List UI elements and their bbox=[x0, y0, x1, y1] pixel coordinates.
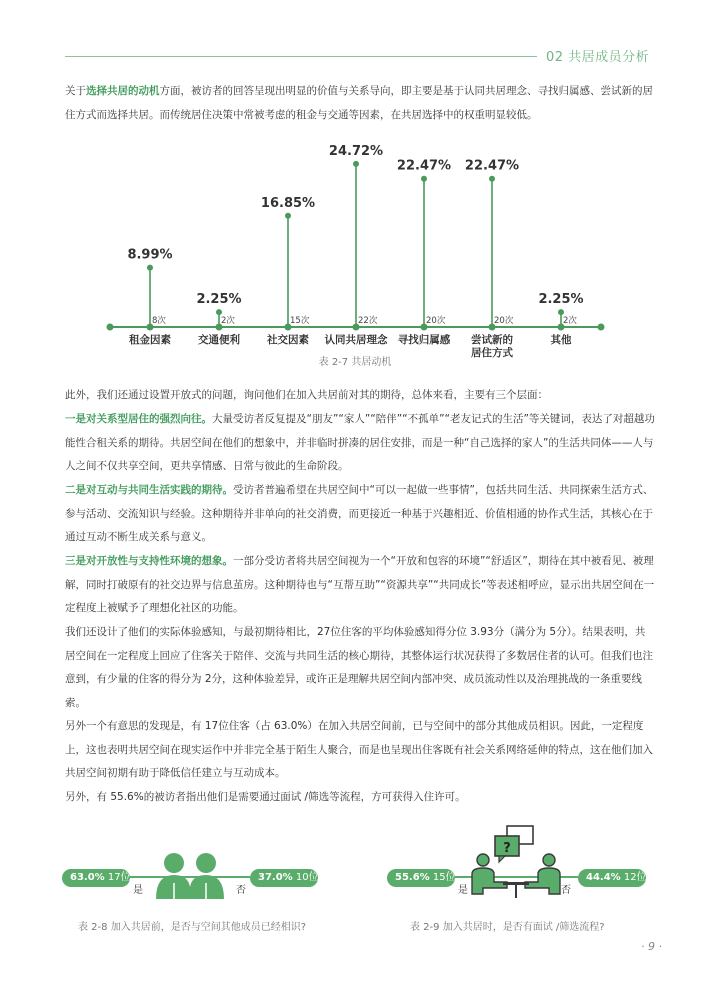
chart-value-label: 2.25% bbox=[196, 292, 242, 308]
chart-point bbox=[353, 161, 359, 167]
header-rule bbox=[65, 56, 537, 57]
baseline-start-dot bbox=[107, 324, 114, 331]
chart-count-label: 15次 bbox=[290, 316, 310, 326]
chart-value-label: 16.85% bbox=[260, 195, 316, 211]
chart-point bbox=[558, 309, 564, 315]
chart-category-label: 租金因素 bbox=[129, 334, 171, 346]
intro-paragraph bbox=[65, 80, 655, 127]
body-paragraph-5: 另外一个有意思的发现是，有 17位住客（占 63.0%）在加入共居空间前，已与空间中的部分其他成员相识。因此，一定程度上，这也表明共居空间在现实运作中并非完全基于陌生人聚合，而是也呈现出住客既有社会关系网络延伸的特点，这在他们加入共居空间初期有助于降低信任建立与互动成本。 bbox=[65, 720, 653, 779]
chart-value-label: 8.99% bbox=[127, 247, 173, 263]
motivation-chart bbox=[0, 140, 711, 375]
interview-yes-label: 是 bbox=[458, 885, 468, 896]
interview-icon bbox=[455, 824, 578, 902]
chart-category-label: 居住方式 bbox=[471, 347, 513, 359]
page-number: · 9 · bbox=[641, 940, 662, 953]
acquaintance-caption: 表 2-8 加入共居前，是否与空间其他成员已经相识? bbox=[78, 922, 306, 933]
point-1-heading: 一是对关系型居住的强烈向往。 bbox=[65, 413, 212, 425]
chart-point bbox=[216, 309, 222, 315]
body-paragraph-2 bbox=[65, 479, 655, 550]
chart-category-label: 其他 bbox=[550, 334, 572, 346]
acquaintance-no-pill: 37.0% 10位 bbox=[250, 869, 318, 887]
body-paragraph-4: 我们还设计了他们的实际体验感知，与最初期待相比，27位住客的平均体验感知得分位 3.93分（满分为 5分）。结果表明，共居空间在一定程度上回应了住客关于陪伴、交流与共同生活的核心期待，其整体运行状况获得了多数居住者的认可。但我们也注意到，有少量的住客的得分为 2分，这种体验差异，或许正是理解共居空间内部冲突、成员流动性以及治理挑战的一条重要线索。 bbox=[65, 626, 653, 709]
interview-no-label: 否 bbox=[561, 885, 571, 896]
chart-count-label: 22次 bbox=[358, 316, 378, 326]
body-paragraph-6: 另外，有 55.6%的被访者指出他们是需要通过面试 /筛选等流程，方可获得入住许可。 bbox=[65, 791, 466, 803]
chart-value-label: 22.47% bbox=[396, 158, 452, 174]
chart-point bbox=[489, 176, 495, 182]
chart-point bbox=[285, 213, 291, 219]
intro-highlight: 选择共居的动机 bbox=[86, 85, 160, 97]
chart-count-label: 20次 bbox=[494, 316, 514, 326]
chart-value-label: 22.47% bbox=[464, 158, 520, 174]
point-1-text: 大量受访者反复提及“朋友”“家人”“陪伴”“不孤单”“老友记式的生活”等关键词，表达了对超越功能性合租关系的期待。共居空间在他们的想象中，并非临时拼凑的居住安排，而是一种“自己选择的家人”的生活共同体——人与人之间不仅共享空间，更共享情感、日常与彼此的生命阶段。 bbox=[65, 413, 655, 472]
intro-post: 方面，被访者的回答呈现出明显的价值与关系导向，即主要是基于认同共居理念、寻找归属感、尝试新的居住方式而选择共居。而传统居住决策中常被考虑的租金与交通等因素，在共居选择中的权重明显较低。 bbox=[65, 85, 653, 121]
interview-yes-pill: 55.6% 15位 bbox=[387, 869, 455, 887]
chart-point bbox=[147, 265, 153, 271]
acquaintance-yes-pill: 63.0% 17位 bbox=[62, 869, 130, 887]
chart-count-label: 20次 bbox=[426, 316, 446, 326]
point-3-text: 一部分受访者将共居空间视为一个“开放和包容的环境”“舒适区”，期待在其中被看见、被理解，同时打破原有的社交边界与信息茧房。这种期待也与“互帮互助”“资源共享”“共同成长”等表述相呼应，显示出共居空间在一定程度上被赋予了理想化社区的功能。 bbox=[65, 555, 655, 614]
chart-value-label: 24.72% bbox=[328, 143, 384, 159]
body-paragraph-3 bbox=[65, 550, 655, 621]
chart-category-label: 尝试新的 bbox=[471, 334, 513, 346]
interview-caption: 表 2-9 加入共居时，是否有面试 /筛选流程? bbox=[410, 922, 605, 933]
chart-value-label: 2.25% bbox=[538, 292, 584, 308]
people-pair-icon bbox=[130, 853, 250, 903]
interview-no-pill: 44.4% 12位 bbox=[578, 869, 646, 887]
chart-category-label: 交通便利 bbox=[198, 334, 240, 346]
chart-count-label: 2次 bbox=[563, 316, 577, 326]
acquaintance-yes-label: 是 bbox=[133, 885, 143, 896]
body-paragraph-intro: 此外，我们还通过设置开放式的问题，询问他们在加入共居前对其的期待，总体来看，主要有三个层面： bbox=[65, 389, 548, 401]
point-2-text: 受访者普遍希望在共居空间中“可以一起做一些事情”，包括共同生活、共同探索生活方式、参与活动、交流知识与经验。这种期待并非单向的社交消费，而更接近一种基于兴趣相近、价值相通的协作式生活，其核心在于通过互动不断生成关系与意义。 bbox=[65, 484, 654, 543]
point-2-heading: 二是对互动与共同生活实践的期待。 bbox=[65, 484, 233, 496]
point-3-heading: 三是对开放性与支持性环境的想象。 bbox=[65, 555, 233, 567]
chart-point bbox=[421, 176, 427, 182]
acquaintance-no-label: 否 bbox=[236, 885, 246, 896]
chart-category-label: 认同共居理念 bbox=[324, 334, 388, 346]
question-mark: ? bbox=[503, 841, 511, 856]
chart-category-label: 寻找归属感 bbox=[397, 334, 451, 346]
chart-count-label: 8次 bbox=[152, 316, 166, 326]
chart-category-label: 社交因素 bbox=[267, 334, 309, 346]
baseline-end-dot bbox=[598, 324, 605, 331]
body-paragraph-1 bbox=[65, 408, 655, 479]
chart-caption: 表 2-7 共居动机 bbox=[318, 357, 392, 368]
section-title: 02 共居成员分析 bbox=[546, 50, 650, 65]
chart-count-label: 2次 bbox=[221, 316, 235, 326]
intro-pre: 关于 bbox=[65, 85, 86, 97]
